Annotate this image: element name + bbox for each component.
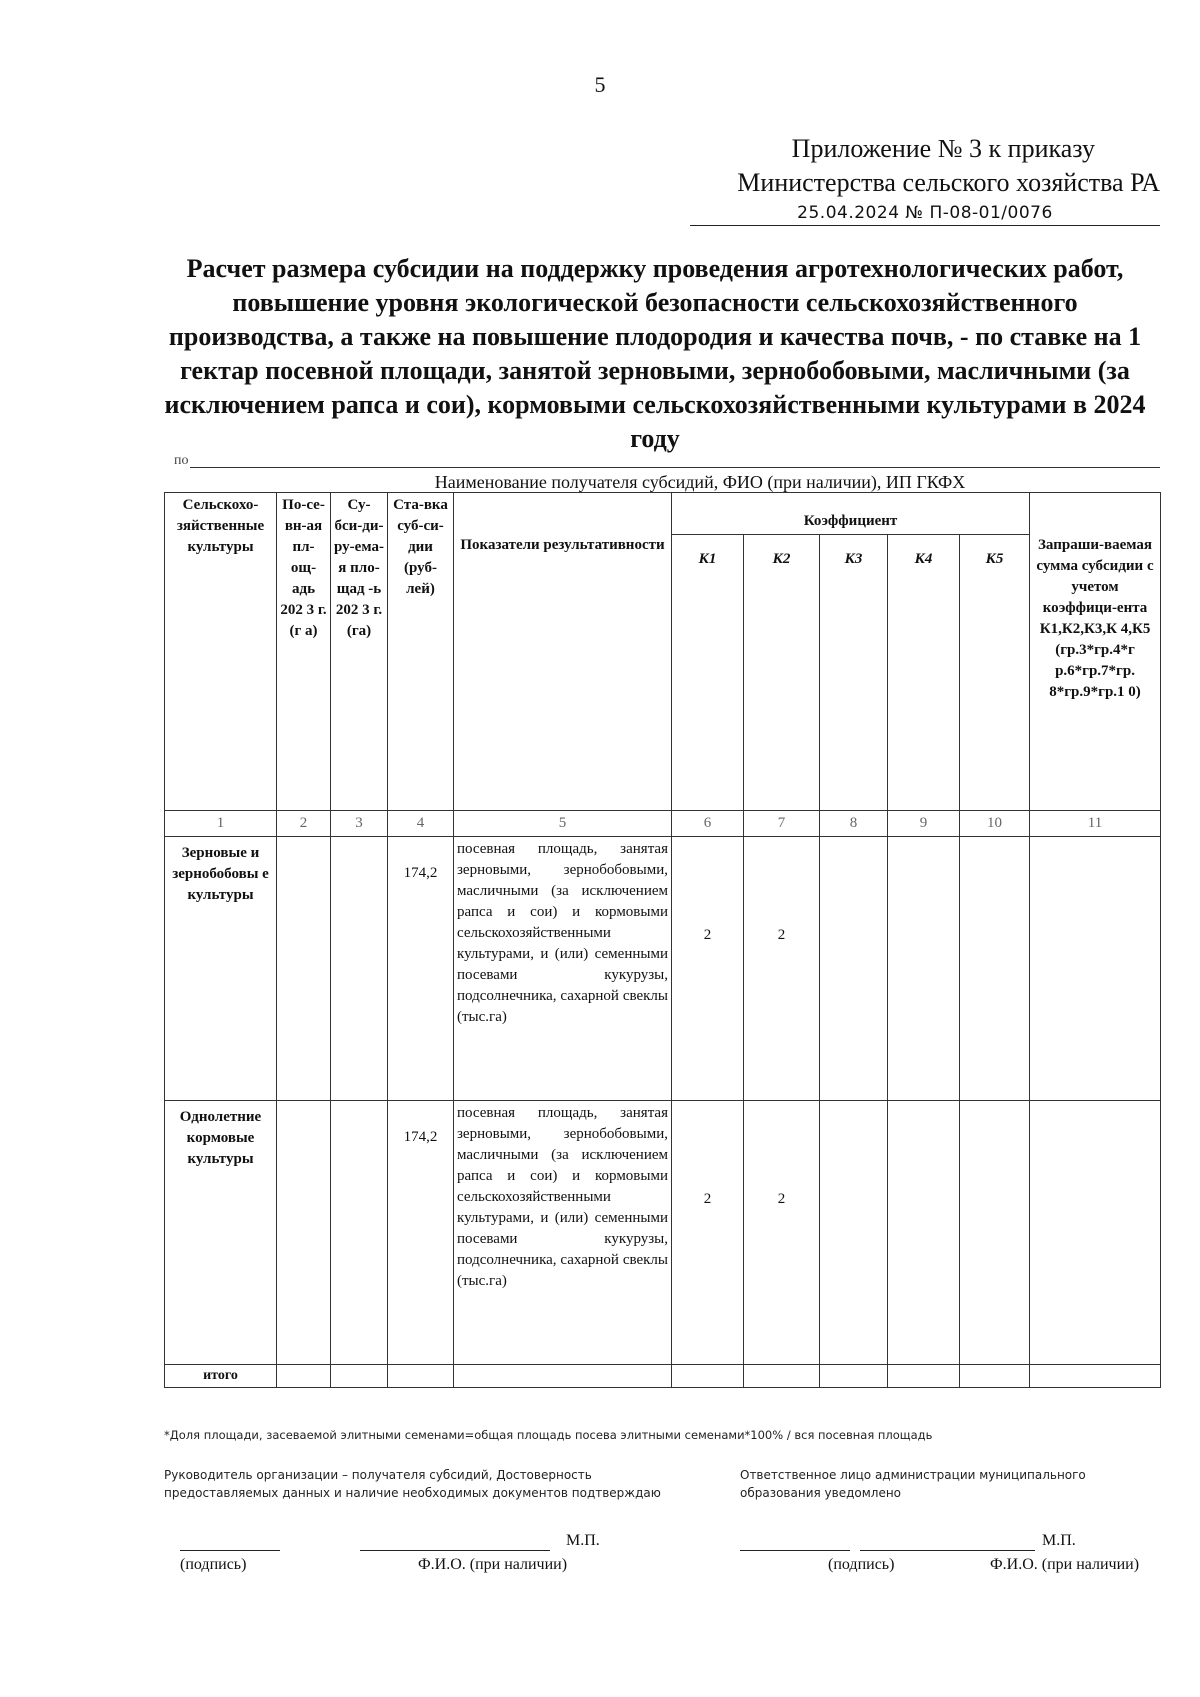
document-title: Расчет размера субсидии на поддержку проведения агротехнологических работ, повышение уровня экологической безопасности сельскохозяйственного производства, а также на повышение плодородия и качества почв, - по ставке на 1 гектар посевной площади, занятой зерновыми, зернобобовыми, масличными (за исключением рапса и сои), кормовыми сельскохозяйственными культурами в 2024 году — [164, 254, 1146, 453]
header-k4: К4 — [888, 535, 960, 811]
crop-name: Зерновые и зернобобовы е культуры — [165, 837, 277, 1101]
total-cell — [277, 1365, 331, 1388]
col-number: 1 — [165, 811, 277, 837]
area-cell — [277, 837, 331, 1101]
col-number: 11 — [1030, 811, 1161, 837]
rate-cell: 174,2 — [388, 1101, 454, 1365]
col-number: 3 — [331, 811, 388, 837]
total-cell — [744, 1365, 820, 1388]
subsidy-table — [164, 492, 1161, 1388]
fio-line — [860, 1550, 1035, 1551]
recipient-caption: Наименование получателя субсидий, ФИО (при наличии), ИП ГКФХ — [434, 472, 966, 492]
col-number: 6 — [672, 811, 744, 837]
po-label: по — [174, 453, 189, 468]
k1-cell: 2 — [672, 837, 744, 1101]
total-cell — [388, 1365, 454, 1388]
total-cell — [1030, 1365, 1161, 1388]
stamp-mark-right: М.П. — [1042, 1532, 1076, 1549]
subsidized-area-cell — [331, 1101, 388, 1365]
requested-sum-cell — [1030, 1101, 1161, 1365]
total-label: итого — [165, 1365, 277, 1388]
appendix-header — [640, 132, 1160, 200]
signature-label-right: (подпись) — [828, 1556, 895, 1573]
table-row — [165, 1101, 1161, 1365]
subsidized-area-cell — [331, 837, 388, 1101]
header-area: По-се-вн-ая пл-ощ-адь 202 3 г.(г а) — [277, 493, 331, 811]
k5-cell — [960, 837, 1030, 1101]
total-cell — [888, 1365, 960, 1388]
rate-cell: 174,2 — [388, 837, 454, 1101]
total-cell — [672, 1365, 744, 1388]
total-cell — [960, 1365, 1030, 1388]
col-number: 2 — [277, 811, 331, 837]
header-requested-sum: Запраши-ваемая сумма субсидии с учетом коэффици-ента К1,К2,К3,К 4,К5 (гр.3*гр.4*г р.6*гр.7*гр. 8*гр.9*гр.1 0) — [1030, 493, 1161, 811]
signature-left-text: Руководитель организации – получателя субсидий, Достоверность предоставляемых данных и наличие необходимых документов подтверждаю — [164, 1468, 661, 1500]
column-numbers-row — [165, 811, 1161, 837]
recipient-line — [190, 467, 1160, 468]
page-number: 5 — [594, 72, 606, 97]
header-coefficient: Коэффициент — [672, 493, 1030, 535]
k1-cell: 2 — [672, 1101, 744, 1365]
header-rate: Ста-вка суб-си-дии (руб-лей) — [388, 493, 454, 811]
k4-cell — [888, 837, 960, 1101]
order-number: 25.04.2024 № П-08-01/0076 — [690, 203, 1160, 226]
appendix-line-1: Приложение № 3 к приказу — [791, 134, 1095, 163]
signature-label-left: (подпись) — [180, 1556, 247, 1573]
k2-cell: 2 — [744, 1101, 820, 1365]
appendix-line-2: Министерства сельского хозяйства РА — [737, 168, 1160, 197]
total-cell — [454, 1365, 672, 1388]
signature-line — [180, 1550, 280, 1551]
k3-cell — [820, 837, 888, 1101]
k4-cell — [888, 1101, 960, 1365]
crop-name: Однолетние кормовые культуры — [165, 1101, 277, 1365]
col-number: 7 — [744, 811, 820, 837]
signature-line — [740, 1550, 850, 1551]
area-cell — [277, 1101, 331, 1365]
fio-label-right: Ф.И.О. (при наличии) — [990, 1556, 1140, 1573]
col-number: 5 — [454, 811, 672, 837]
requested-sum-cell — [1030, 837, 1161, 1101]
k3-cell — [820, 1101, 888, 1365]
header-k3: К3 — [820, 535, 888, 811]
col-number: 4 — [388, 811, 454, 837]
total-cell — [331, 1365, 388, 1388]
header-indicators: Показатели результативности — [454, 493, 672, 811]
header-crops: Сельскохо-зяйственные культуры — [165, 493, 277, 811]
col-number: 9 — [888, 811, 960, 837]
col-number: 10 — [960, 811, 1030, 837]
k5-cell — [960, 1101, 1030, 1365]
indicator-cell: посевная площадь, занятая зерновыми, зернобобовыми, масличными (за исключением рапса и сои) и кормовыми сельскохозяйственными культурами, и (или) семенными посевами кукурузы, подсолнечника, сахарной свеклы (тыс.га) — [454, 837, 672, 1101]
fio-line — [360, 1550, 550, 1551]
k2-cell: 2 — [744, 837, 820, 1101]
header-subsidized-area: Су-бси-ди-ру-ема-я пло-щад -ь 202 3 г. (га) — [331, 493, 388, 811]
stamp-mark-left: М.П. — [566, 1532, 600, 1549]
signature-right-text: Ответственное лицо администрации муниципального образования уведомлено — [740, 1468, 1086, 1500]
header-k2: К2 — [744, 535, 820, 811]
total-row — [165, 1365, 1161, 1388]
header-k5: К5 — [960, 535, 1030, 811]
total-cell — [820, 1365, 888, 1388]
fio-label-left: Ф.И.О. (при наличии) — [418, 1556, 568, 1573]
indicator-cell: посевная площадь, занятая зерновыми, зернобобовыми, масличными (за исключением рапса и сои) и кормовыми сельскохозяйственными культурами, и (или) семенными посевами кукурузы, подсолнечника, сахарной свеклы (тыс.га) — [454, 1101, 672, 1365]
col-number: 8 — [820, 811, 888, 837]
table-row — [165, 837, 1161, 1101]
header-k1: К1 — [672, 535, 744, 811]
footnote: *Доля площади, засеваемой элитными семенами=общая площадь посева элитными семенами*100% / вся посевная площадь — [164, 1428, 933, 1442]
